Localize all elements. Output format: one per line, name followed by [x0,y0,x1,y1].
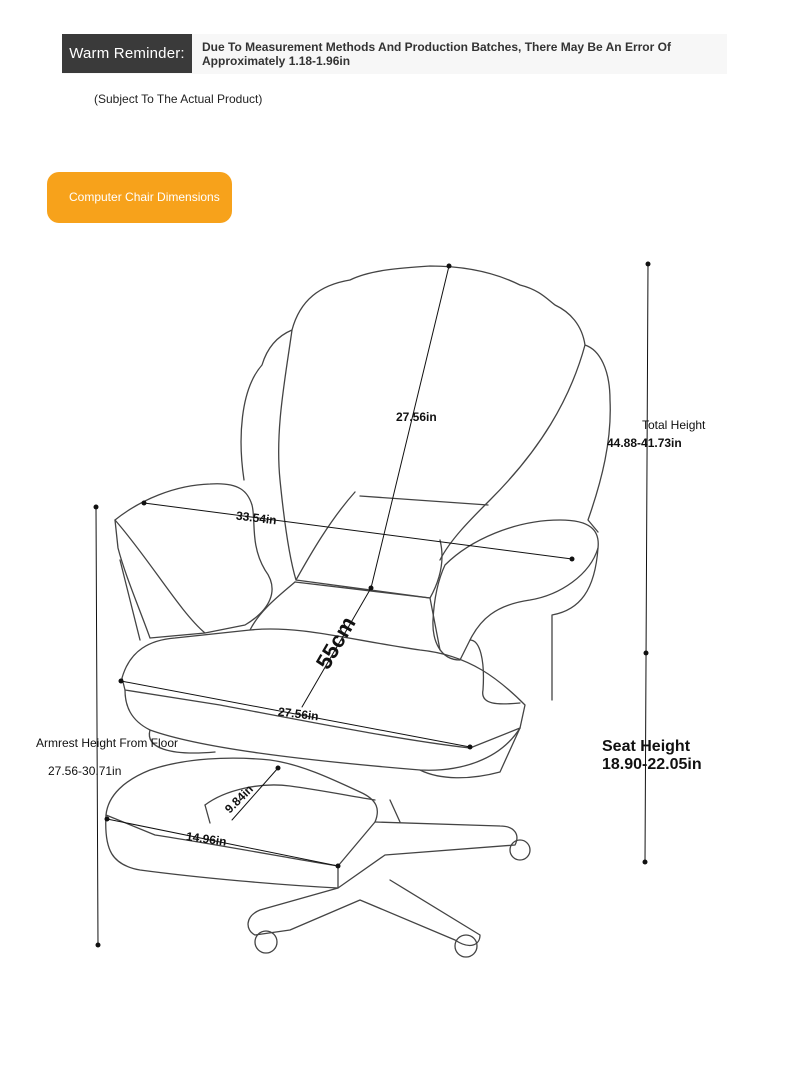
seat-height-block [602,738,702,774]
wheel-front-left [255,931,277,953]
subject-note: (Subject To The Actual Product) [94,92,263,106]
backrest-height-label: 27.56in [396,410,437,424]
reminder-text: Due To Measurement Methods And Production Batches, There May Be An Error Of Approximately 1.18-1.96in [202,40,671,68]
seat-width-label: 27.56in [277,704,320,724]
right-armrest [433,520,598,660]
seat-height-value: 18.90-22.05in [602,756,702,773]
arm-span-label: 33.54in [235,508,278,528]
footrest-width-label: 14.96in [185,829,228,849]
left-armrest [115,484,272,633]
chair-base [248,822,517,945]
backrest-lumbar [296,492,442,598]
footrest-depth-label: 9.84in [222,782,256,816]
measure-armrest-height [96,507,98,945]
measure-arm-span [144,503,572,559]
armrest-height-label: Armrest Height From Floor [36,736,179,750]
footrest [106,758,377,866]
measure-backrest-height [371,266,449,588]
seat-depth-cm-label: 55cm [310,612,361,674]
total-height-value: 44.88-41.73in [607,436,682,450]
section-title-pill: Computer Chair Dimensions [47,172,232,223]
seat-height-label: Seat Height [602,738,691,755]
backrest-inner-left [279,330,296,580]
total-height-label: Total Height [642,418,706,432]
wheel-front-right [455,935,477,957]
armrest-height-value: 27.56-30.71in [48,764,122,778]
backrest-outline [241,266,610,532]
backrest-inner-right [440,345,585,560]
reminder-label: Warm Reminder: [62,34,192,73]
wheel-right [510,840,530,860]
